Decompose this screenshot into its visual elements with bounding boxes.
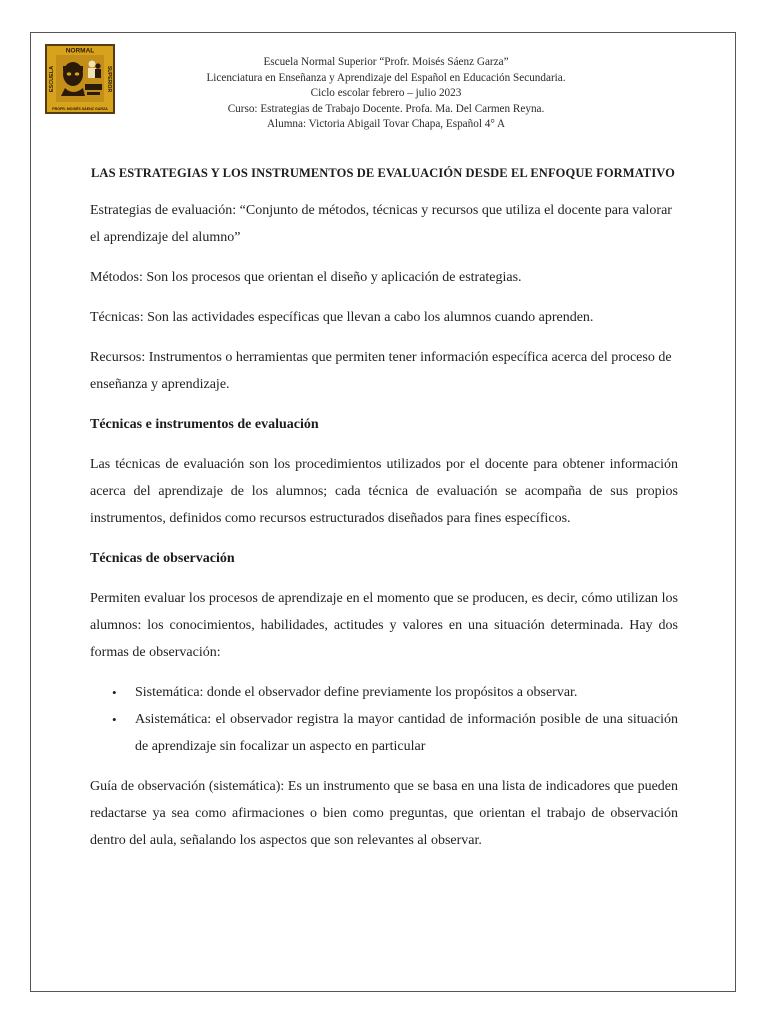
document-body xyxy=(90,197,678,867)
logo-top-text: NORMAL xyxy=(65,47,95,55)
observation-forms-list xyxy=(90,679,678,760)
paragraph-observation-guide: Guía de observación (sistemática): Es un instrumento que se basa en una lista de indicadores que pueden redactarse ya sea como afirmaciones o bien como preguntas, que orientan el trabajo de observación dentro del aula, señalando los aspectos que son relevantes al observar. xyxy=(90,779,678,848)
paragraph-methods: Métodos: Son los procesos que orientan el diseño y aplicación de estrategias. xyxy=(90,270,522,285)
logo-left-text: ESCUELA xyxy=(49,65,55,93)
paragraph-resources: Recursos: Instrumentos o herramientas que permiten tener información específica acerca del proceso de enseñanza y aprendizaje. xyxy=(90,350,672,392)
paragraph-techniques: Técnicas: Son las actividades específicas que llevan a cabo los alumnos cuando aprenden. xyxy=(90,310,594,325)
degree-program: Licenciatura en Enseñanza y Aprendizaje del Español en Educación Secundaria. xyxy=(206,71,566,84)
student-info: Alumna: Victoria Abigail Tovar Chapa, Español 4° A xyxy=(266,118,506,130)
document-header xyxy=(121,55,651,133)
paragraph-evaluation-techniques: Las técnicas de evaluación son los procedimientos utilizados por el docente para obtener información acerca del aprendizaje de los alumnos; cada técnica de evaluación se acompaña de sus propios instrumentos, definidos como recursos estructurados diseñados para fines específicos. xyxy=(90,457,678,526)
school-cycle: Ciclo escolar febrero – julio 2023 xyxy=(310,87,462,99)
school-name: Escuela Normal Superior “Profr. Moisés Sáenz Garza” xyxy=(263,56,509,68)
list-item xyxy=(90,679,678,706)
bullet-icon: • xyxy=(112,712,117,727)
document-page xyxy=(30,32,736,992)
list-item-text: Sistemática: donde el observador define previamente los propósitos a observar. xyxy=(135,685,578,700)
paragraph-strategies: Estrategias de evaluación: “Conjunto de métodos, técnicas y recursos que utiliza el docente para valorar el aprendizaje del alumno” xyxy=(90,203,672,245)
bullet-icon: • xyxy=(112,685,117,700)
list-item-text: Asistemática: el observador registra la mayor cantidad de información posible de una situación de aprendizaje sin focalizar un aspecto en particular xyxy=(135,712,678,754)
heading-techniques-instruments: Técnicas e instrumentos de evaluación xyxy=(90,417,319,432)
course-info: Curso: Estrategias de Trabajo Docente. Profa. Ma. Del Carmen Reyna. xyxy=(227,102,545,115)
document-title: LAS ESTRATEGIAS Y LOS INSTRUMENTOS DE EVALUACIÓN DESDE EL ENFOQUE FORMATIVO xyxy=(91,166,675,180)
list-item xyxy=(90,706,678,760)
logo-right-text: SUPERIOR xyxy=(106,65,112,93)
heading-observation-techniques: Técnicas de observación xyxy=(90,551,235,566)
paragraph-observation: Permiten evaluar los procesos de aprendizaje en el momento que se producen, es decir, cómo utilizan los alumnos: los conocimientos, habilidades, actitudes y valores en una situación determinada. Hay dos formas de observación: xyxy=(90,591,678,660)
logo-bottom-text: PROFR. MOISÉS SÁENZ GARZA xyxy=(52,107,108,111)
school-logo xyxy=(45,44,115,114)
